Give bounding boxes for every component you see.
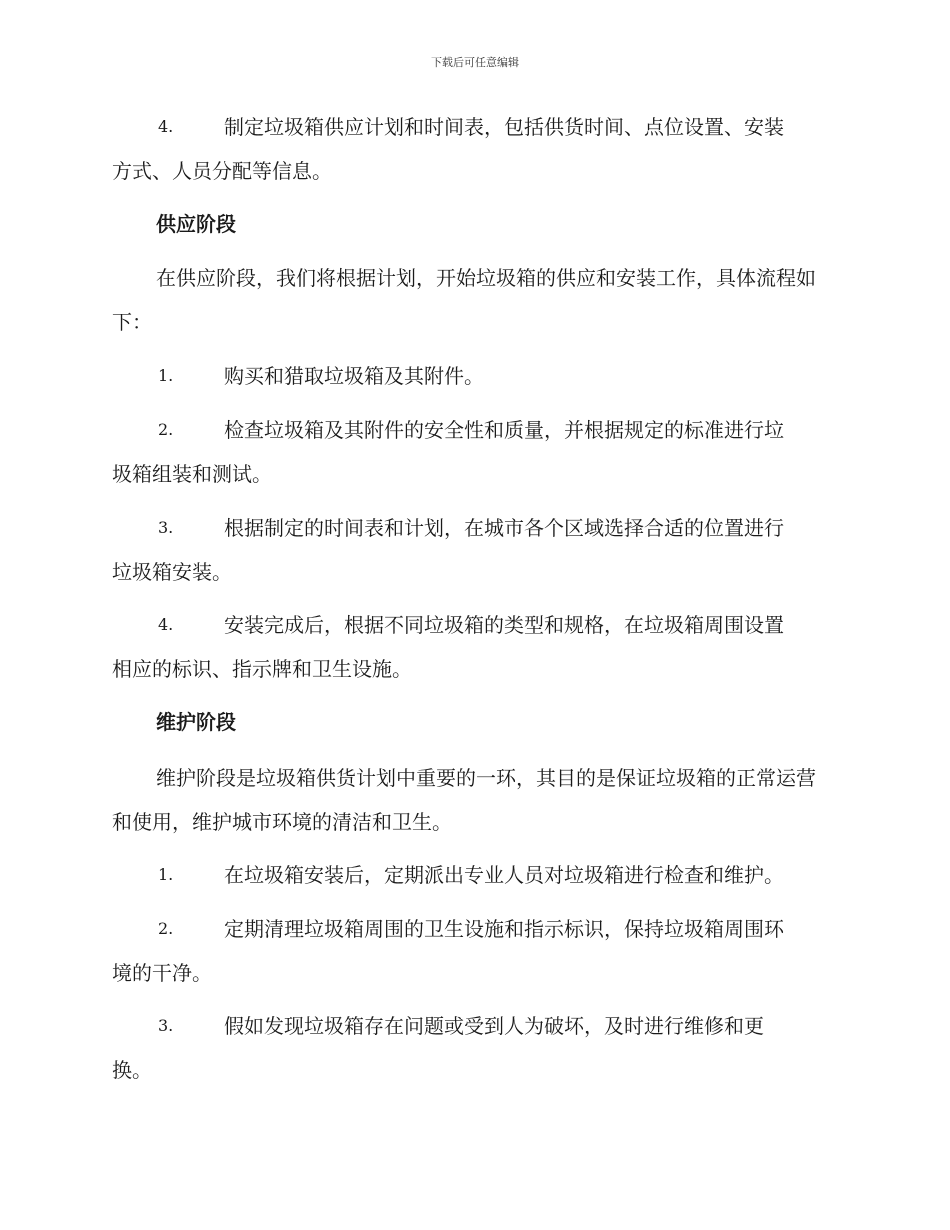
list-number: 3. (158, 1016, 174, 1035)
list-text-continued: 圾箱组装和测试。 (112, 462, 272, 486)
list-number: 2. (158, 420, 174, 439)
list-number: 4. (158, 117, 174, 136)
list-text: 购买和猎取垃圾箱及其附件。 (224, 364, 484, 388)
list-number: 1. (158, 865, 174, 884)
list-item (112, 354, 834, 398)
list-text-continued: 方式、人员分配等信息。 (112, 159, 332, 183)
list-item (112, 603, 834, 691)
list-item (112, 506, 834, 594)
section-heading: 供应阶段 (156, 212, 236, 236)
list-number: 3. (158, 518, 174, 537)
paragraph: 在供应阶段，我们将根据计划，开始垃圾箱的供应和安装工作，具体流程如下： (112, 266, 816, 334)
list-text: 检查垃圾箱及其附件的安全性和质量，并根据规定的标准进行垃 (224, 418, 784, 442)
list-text: 安装完成后，根据不同垃圾箱的类型和规格，在垃圾箱周围设置 (224, 613, 784, 637)
list-text-continued: 相应的标识、指示牌和卫生设施。 (112, 657, 412, 681)
list-number: 1. (158, 366, 174, 385)
list-item (112, 907, 834, 995)
page-header: 下载后可任意编辑 (431, 56, 519, 69)
list-number: 2. (158, 919, 174, 938)
list-item (112, 408, 834, 496)
list-text: 定期清理垃圾箱周围的卫生设施和指示标识，保持垃圾箱周围环 (224, 917, 784, 941)
list-text-continued: 垃圾箱安装。 (112, 560, 232, 584)
list-text-continued: 境的干净。 (112, 961, 212, 985)
list-number: 4. (158, 615, 174, 634)
list-item (112, 1004, 834, 1092)
list-text: 根据制定的时间表和计划，在城市各个区域选择合适的位置进行 (224, 516, 784, 540)
list-text: 假如发现垃圾箱存在问题或受到人为破坏，及时进行维修和更 (224, 1014, 764, 1038)
list-text-continued: 换。 (112, 1058, 152, 1082)
list-item (112, 105, 834, 193)
list-text: 在垃圾箱安装后，定期派出专业人员对垃圾箱进行检查和维护。 (224, 863, 784, 887)
paragraph: 维护阶段是垃圾箱供货计划中重要的一环，其目的是保证垃圾箱的正常运营和使用，维护城市环境的清洁和卫生。 (112, 766, 816, 834)
list-text: 制定垃圾箱供应计划和时间表，包括供货时间、点位设置、安装 (224, 115, 784, 139)
section-heading: 维护阶段 (156, 710, 236, 734)
list-item (112, 853, 834, 897)
